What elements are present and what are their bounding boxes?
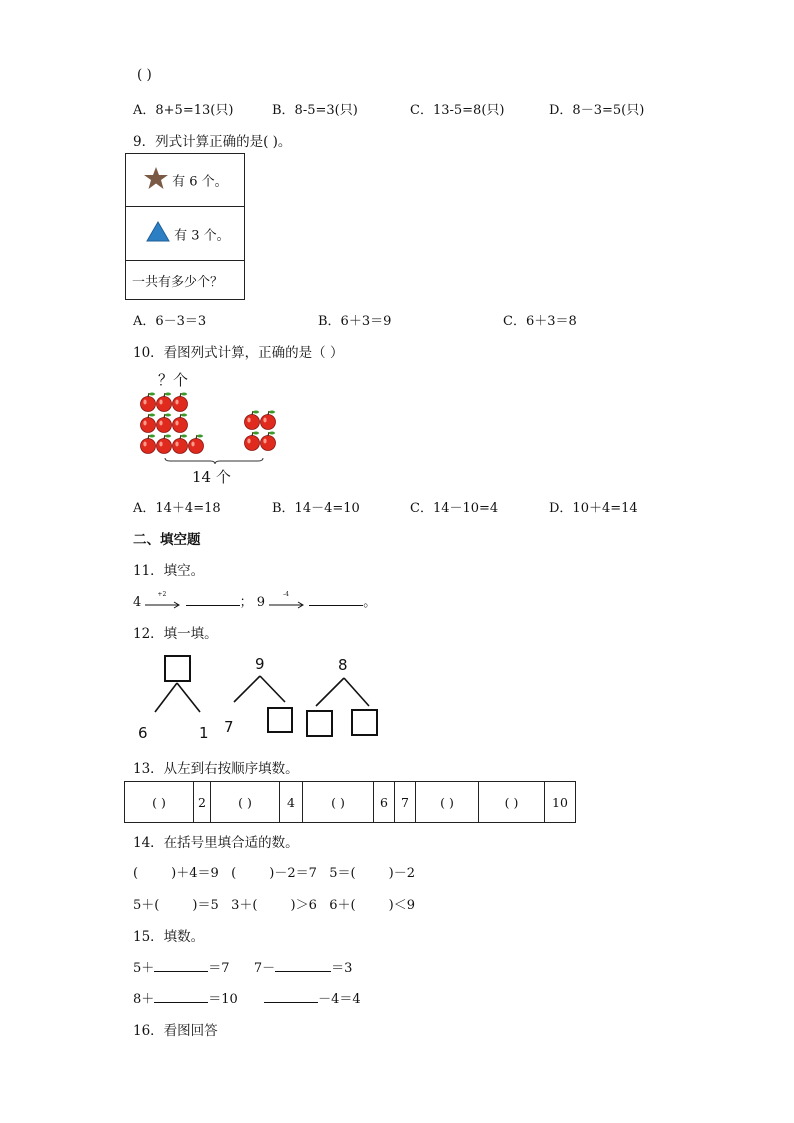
q9-option-a: A．6－3＝3 bbox=[133, 314, 207, 329]
q15-blank-1[interactable] bbox=[154, 959, 208, 972]
apple-icon bbox=[157, 393, 172, 412]
q10-option-a: A．14＋4=18 bbox=[133, 501, 221, 516]
apple-icon bbox=[245, 432, 260, 451]
apple-icon bbox=[141, 435, 156, 454]
seq-blank-5[interactable]: ( ) bbox=[303, 782, 374, 823]
star-icon bbox=[144, 167, 168, 193]
tree2-box bbox=[268, 708, 292, 732]
q14-title: 14．在括号里填合适的数。 bbox=[133, 835, 299, 851]
seq-cell-6: 6 bbox=[374, 782, 395, 823]
q8-option-d: D．8－3=5(只) bbox=[549, 103, 645, 118]
seq-cell-7: 7 bbox=[395, 782, 416, 823]
q15-line-1: 5＋ ＝7 7－ ＝3 bbox=[133, 961, 353, 976]
brace-icon bbox=[165, 458, 263, 464]
tree3-box-left bbox=[307, 711, 332, 736]
q10-total-label: 14 个 bbox=[192, 468, 231, 486]
seq-cell-4: 4 bbox=[280, 782, 303, 823]
tree3-top-number: 8 bbox=[338, 656, 348, 674]
q12-title: 12．填一填。 bbox=[133, 626, 218, 642]
q11-blank-1[interactable] bbox=[186, 593, 240, 606]
seq-blank-8[interactable]: ( ) bbox=[416, 782, 479, 823]
apple-icon bbox=[189, 435, 204, 454]
q15-title: 15．填数。 bbox=[133, 929, 205, 945]
q10-title: 10．看图列式计算，正确的是（ ） bbox=[133, 345, 344, 361]
tree1-box bbox=[165, 656, 190, 681]
q8-answer-paren: ( ) bbox=[137, 67, 152, 83]
q16-title: 16．看图回答 bbox=[133, 1023, 218, 1039]
apple-icon bbox=[141, 393, 156, 412]
q9-title: 9．列式计算正确的是( )。 bbox=[133, 134, 292, 150]
apple-icon bbox=[261, 432, 276, 451]
q13-sequence-table bbox=[124, 781, 576, 823]
section-heading: 二、填空题 bbox=[133, 532, 201, 548]
triangle-icon bbox=[146, 221, 170, 247]
apple-icon bbox=[157, 414, 172, 433]
seq-blank-9[interactable]: ( ) bbox=[479, 782, 545, 823]
q15-blank-3[interactable] bbox=[154, 990, 208, 1003]
seq-blank-1[interactable]: ( ) bbox=[125, 782, 194, 823]
q9-option-b: B．6＋3＝9 bbox=[318, 314, 392, 329]
apple-icon bbox=[245, 411, 260, 430]
q14-line-1: ( )＋4＝9 ( )－2＝7 5＝( )－2 bbox=[133, 866, 416, 881]
tree1-left-number: 6 bbox=[138, 724, 148, 742]
q11-line: 4 +2 ； 9 -4 。 bbox=[133, 590, 377, 610]
q13-title: 13．从左到右按顺序填数。 bbox=[133, 761, 299, 777]
tree3-box-right bbox=[352, 710, 377, 735]
q10-option-b: B．14－4=10 bbox=[272, 501, 360, 516]
tree2-left-number: 7 bbox=[224, 718, 234, 736]
seq-blank-3[interactable]: ( ) bbox=[211, 782, 280, 823]
tree2-top-number: 9 bbox=[255, 655, 265, 673]
q9-option-c: C．6＋3＝8 bbox=[503, 314, 577, 329]
q9-row-question: 一共有多少个？ bbox=[126, 261, 245, 300]
seq-cell-2: 2 bbox=[194, 782, 211, 823]
apple-icon bbox=[173, 393, 188, 412]
q9-table bbox=[125, 153, 245, 300]
q14-line-2: 5＋( )＝5 3＋( )＞6 6＋( )＜9 bbox=[133, 898, 416, 913]
q10-option-c: C．14－10=4 bbox=[410, 501, 499, 516]
q15-line-2: 8＋ ＝10 －4＝4 bbox=[133, 992, 361, 1007]
tree1-right-number: 1 bbox=[199, 724, 209, 742]
arrow-plus2: +2 bbox=[145, 597, 181, 609]
seq-cell-10: 10 bbox=[545, 782, 576, 823]
q10-option-d: D．10＋4=14 bbox=[549, 501, 638, 516]
q8-option-b: B．8-5=3(只) bbox=[272, 103, 358, 118]
q11-blank-2[interactable] bbox=[309, 593, 363, 606]
q15-blank-4[interactable] bbox=[264, 990, 318, 1003]
q8-option-c: C．13-5=8(只) bbox=[410, 103, 505, 118]
apple-icon bbox=[157, 435, 172, 454]
q15-blank-2[interactable] bbox=[275, 959, 331, 972]
q10-unknown-label: ？个 bbox=[158, 371, 189, 389]
apple-icon bbox=[261, 411, 276, 430]
q10-apples-figure bbox=[130, 388, 290, 468]
q8-option-a: A．8+5=13(只) bbox=[133, 103, 234, 118]
q9-row-triangle: 有 3 个。 bbox=[126, 207, 245, 261]
apple-icon bbox=[173, 435, 188, 454]
arrow-minus4: -4 bbox=[269, 597, 305, 609]
apple-icon bbox=[141, 414, 156, 433]
q11-title: 11．填空。 bbox=[133, 563, 205, 579]
apple-icon bbox=[173, 414, 188, 433]
q9-row-star: 有 6 个。 bbox=[126, 154, 245, 207]
